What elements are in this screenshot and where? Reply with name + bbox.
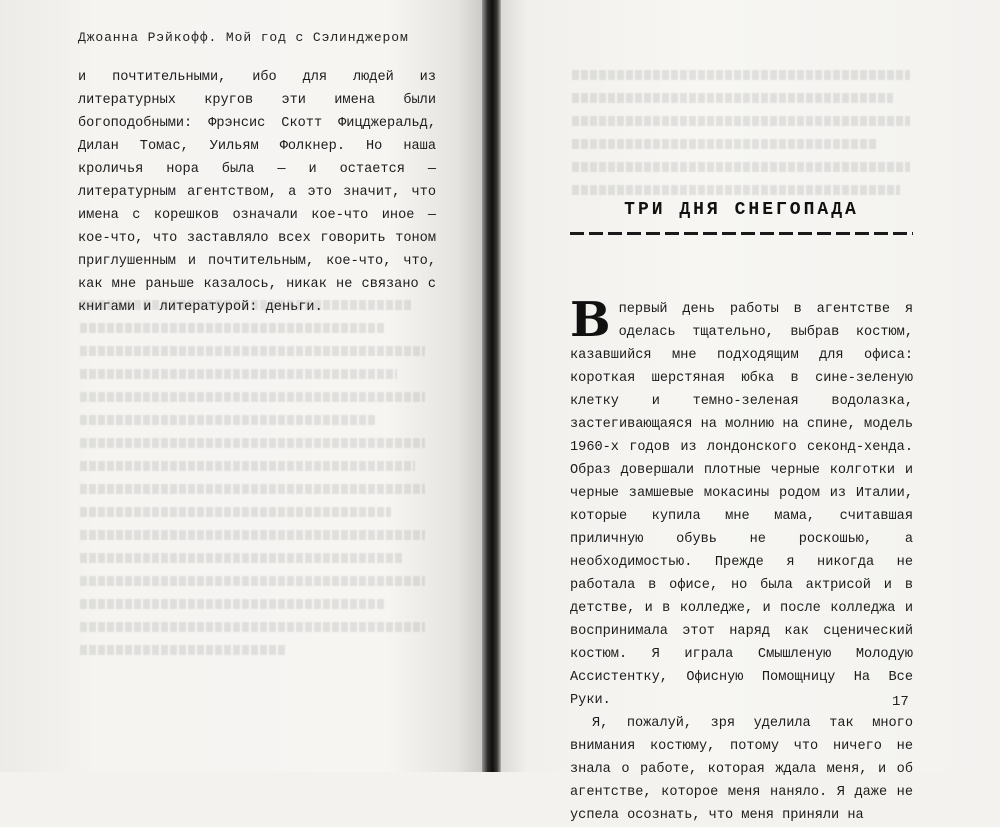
left-page	[0, 0, 486, 772]
drop-cap: В	[570, 292, 611, 348]
right-paragraph-1	[570, 292, 913, 712]
right-paragraph-1-text: первый день работы в агентстве я оделась тщательно, выбрав костюм, казавшийся мне подходящим для офиса: короткая шерстяная юбка в сине-зеленую клетку и темно-зеленая водолазка, застегивающаяся на молнию на спине, модель 1960-х годов из лондонского секонд-хенда. Образ довершали плотные черные колготки и черные замшевые мокасины родом из Италии, которые купила мне мама, считавшая приличную обувь не роскошью, а необходимостью. Прежде я никогда не работала в офисе, но была актрисой и в детстве, и в колледже, и после колледжа и воспринимала этот наряд как сценический костюм. Я играла Смышленую Молодую Ассистентку, Офисную Помощницу На Все Руки.	[570, 302, 913, 708]
left-paragraph: и почтительными, ибо для людей из литературных кругов эти имена были богоподобными: Фрэнсис Скотт Фицджеральд, Дилан Томас, Уильям Фолкнер. Но наша кроличья нора была — и остается — литературным агентством, а это значит, что имена с корешков означали кое-что иное — кое-что, что заставляло всех говорить тоном приглушенным и почтительным, кое-что, что, как мне раньше казалось, никак не связано с книгами и литературой: деньги.	[78, 70, 436, 315]
left-body-text	[78, 66, 436, 319]
chapter-title-rule	[570, 232, 913, 235]
right-body-text	[570, 292, 913, 827]
bleed-through-text-top	[572, 70, 910, 208]
right-paragraph-2: Я, пожалуй, зря уделила так много внимания костюму, потому что ничего не знала о работе, которая ждала меня, и об агентстве, которое меня наняло. Я даже не успела осознать, что меня приняли на	[570, 716, 913, 823]
bleed-through-text	[80, 300, 425, 668]
chapter-title: ТРИ ДНЯ СНЕГОПАДА	[624, 200, 859, 220]
book-gutter	[482, 0, 501, 772]
running-head: Джоанна Рэйкофф. Мой год с Сэлинджером	[78, 30, 409, 45]
page-number: 17	[892, 694, 909, 710]
